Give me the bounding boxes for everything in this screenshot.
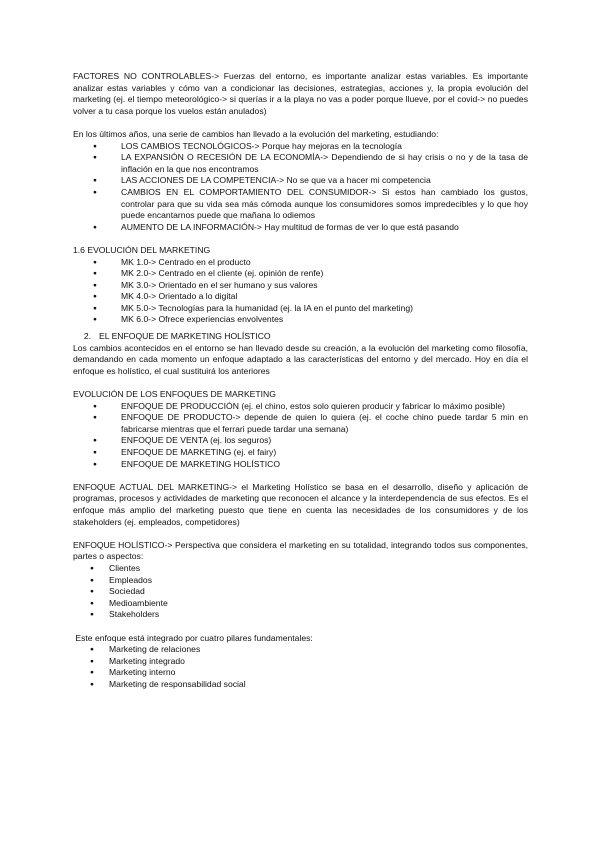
list-item: ● MK 4.0-> Orientado a lo digital	[73, 291, 528, 303]
list-item: ● MK 2.0-> Centrado en el cliente (ej. opinión de renfe)	[73, 268, 528, 280]
pilares-list	[73, 644, 528, 690]
list-item: ● Medioambiente	[73, 598, 528, 610]
evolucion-list	[73, 257, 528, 327]
holistico-definition: ENFOQUE HOLÍSTICO-> Perspectiva que considera el marketing en su totalidad, integrando todos sus componentes, partes o aspectos:	[73, 539, 528, 562]
document-page	[73, 71, 528, 690]
list-item: ● Clientes	[73, 563, 528, 575]
evolucion-heading: 1.6 EVOLUCIÓN DEL MARKETING	[73, 244, 211, 255]
list-item: ● MK 3.0-> Orientado en el ser humano y sus valores	[73, 280, 528, 292]
section-title: EL ENFOQUE DE MARKETING HOLÍSTICO	[99, 331, 271, 342]
section-number: 2.	[83, 331, 91, 342]
list-item: ● Marketing interno	[73, 667, 528, 679]
list-item: ● Empleados	[73, 575, 528, 587]
enfoques-heading: EVOLUCIÓN DE LOS ENFOQUES DE MARKETING	[73, 389, 276, 400]
list-item: ● CAMBIOS EN EL COMPORTAMIENTO DEL CONSUMIDOR-> Si estos han cambiado los gustos, controlar para que su vida sea más cómoda aunque los consumidores somos impredecibles y lo que hoy puede encantarnos puede que mañana lo odiemos	[73, 187, 528, 222]
list-item: ● AUMENTO DE LA INFORMACIÓN-> Hay multitud de formas de ver lo que está pasando	[73, 222, 528, 234]
list-item: ● ENFOQUE DE PRODUCTO-> depende de quien lo quiera (ej. el coche chino puede tardar 5 min en fabricarse mientras que el ferrari puede tardar una semana)	[73, 412, 528, 435]
list-item: ● LA EXPANSIÓN O RECESIÓN DE LA ECONOMÍA-> Dependiendo de si hay crisis o no y de la tasa de inflación en la que nos encontramos	[73, 152, 528, 175]
list-item: ● Sociedad	[73, 586, 528, 598]
list-item: ● ENFOQUE DE MARKETING (ej. el fairy)	[73, 447, 528, 459]
list-item: ● Marketing integrado	[73, 656, 528, 668]
cambios-intro: En los últimos años, una serie de cambios han llevado a la evolución del marketing, estudiando:	[73, 128, 439, 139]
list-item: ● Stakeholders	[73, 609, 528, 621]
cambios-list	[73, 141, 528, 234]
list-item: ● LAS ACCIONES DE LA COMPETENCIA-> No se que va a hacer mi competencia	[73, 175, 528, 187]
actual-paragraph: ENFOQUE ACTUAL DEL MARKETING-> el Marketing Holístico se basa en el desarrollo, diseño y aplicación de programas, procesos y actividades de marketing que reconocen el alcance y la interdependencia de sus efectos. Es el enfoque más amplio del marketing puesto que tiene en cuenta las necesidades de los consumidores y de los stakeholders (ej. empleados, competidores)	[73, 481, 528, 527]
list-item: ● MK 1.0-> Centrado en el producto	[73, 257, 528, 269]
list-item: ● ENFOQUE DE VENTA (ej. los seguros)	[73, 435, 528, 447]
list-item: ● Marketing de responsabilidad social	[73, 679, 528, 691]
holistico-heading	[73, 331, 528, 343]
list-item: ● ENFOQUE DE MARKETING HOLÍSTICO	[73, 459, 528, 471]
enfoques-list	[73, 401, 528, 471]
pilares-intro: Este enfoque está integrado por cuatro pilares fundamentales:	[73, 632, 313, 643]
factores-paragraph: FACTORES NO CONTROLABLES-> Fuerzas del entorno, es importante analizar estas variables. Es importante analizar estas variables y cómo van a condicionar las decisiones, estrategias, acciones y, la propia evolución del marketing (ej. el tiempo meteorológico-> si querías ir a la playa no vas a poder porque llueve, por el covid-> no puedes volver a tu casa porque los vuelos están anulados)	[73, 71, 528, 116]
list-item: ● LOS CAMBIOS TECNOLÓGICOS-> Porque hay mejoras en la tecnología	[73, 141, 528, 153]
list-item: ● ENFOQUE DE PRODUCCIÓN (ej. el chino, estos solo quieren producir y fabricar lo máximo posible)	[73, 401, 528, 413]
componentes-list	[73, 563, 528, 621]
list-item: ● MK 6.0-> Ofrece experiencias envolventes	[73, 314, 528, 326]
holistico-paragraph: Los cambios acontecidos en el entorno se han llevado desde su creación, a la evolución del marketing como filosofía, demandando en cada momento un enfoque adaptado a las características del entorno y del mercado. Hoy en día el enfoque es holístico, el cual sustituirá los anteriores	[73, 342, 528, 376]
list-item: ● Marketing de relaciones	[73, 644, 528, 656]
list-item: ● MK 5.0-> Tecnologías para la humanidad (ej. la IA en el punto del marketing)	[73, 303, 528, 315]
